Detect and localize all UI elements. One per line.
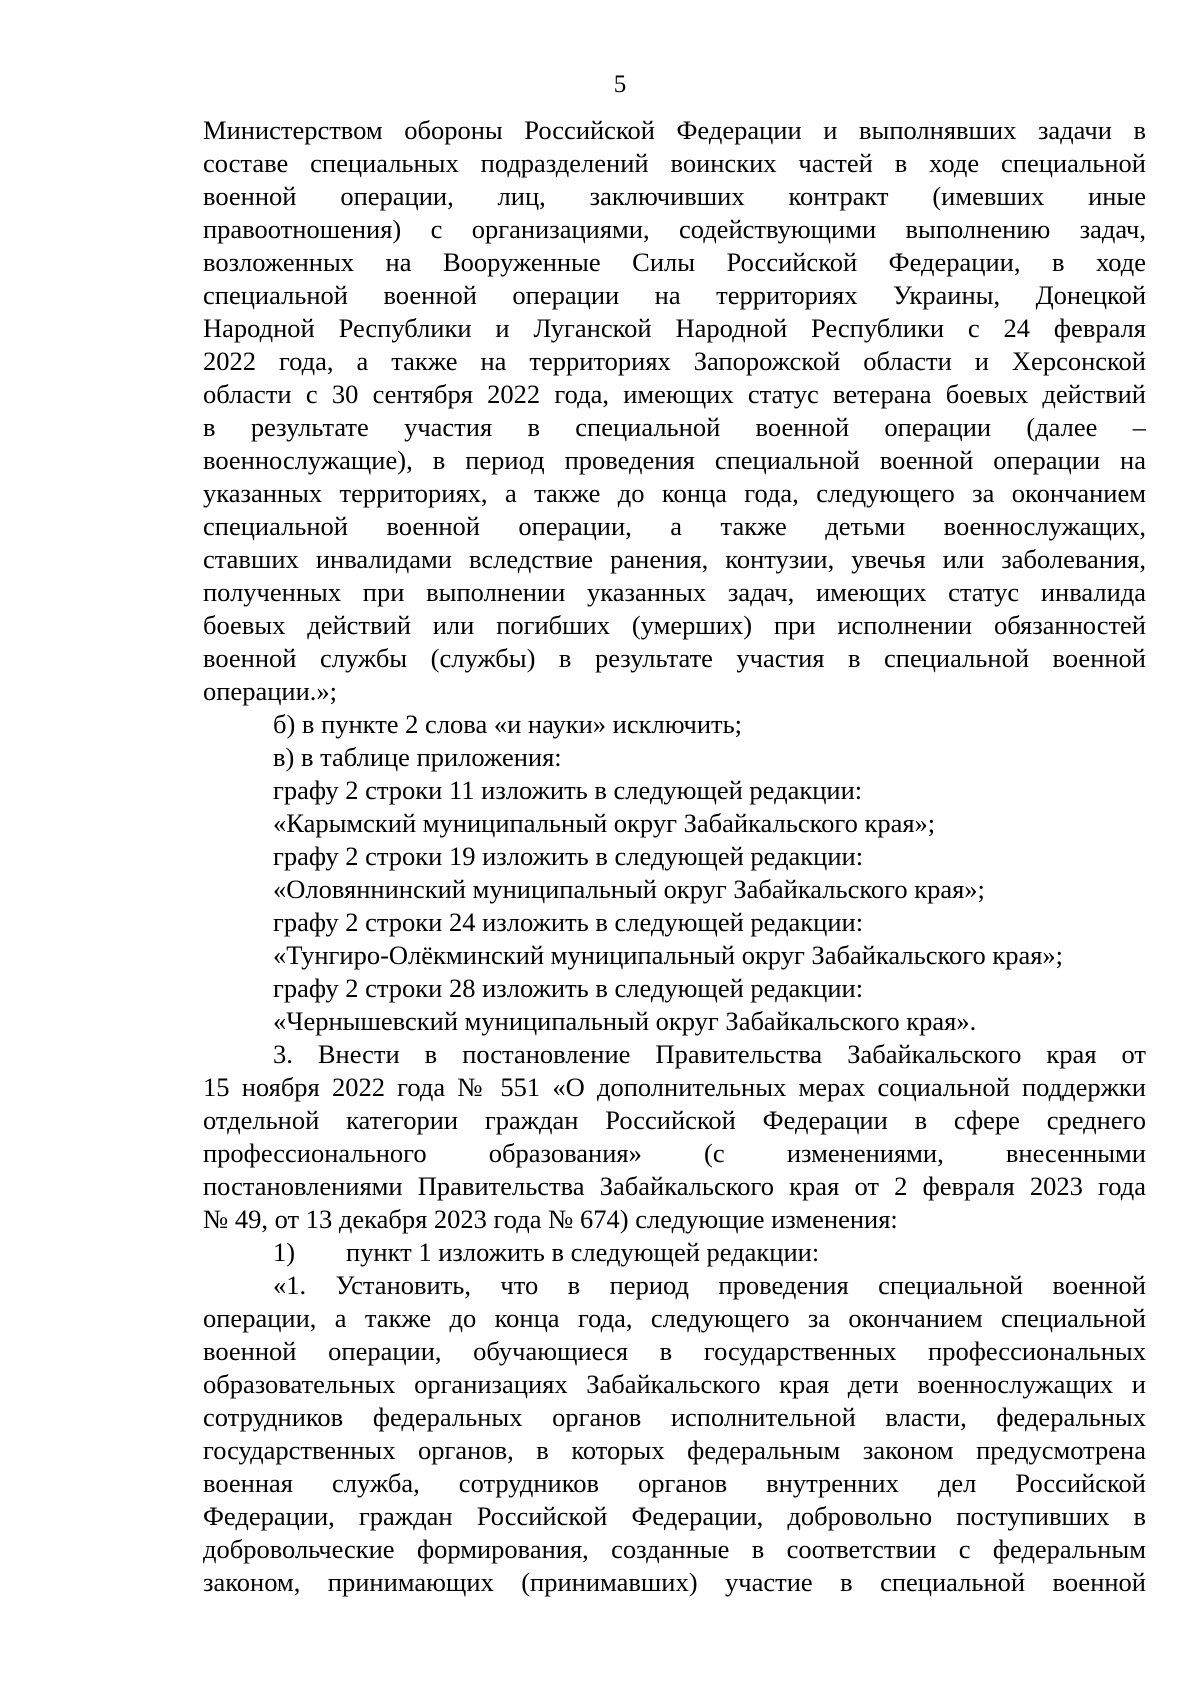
row-28-intro: графу 2 строки 28 изложить в следующей редакции:: [273, 973, 864, 1003]
page-number: 5: [613, 71, 627, 98]
subitem-1-number: 1): [273, 1237, 296, 1267]
text-line: Федерации, граждан Российской Федерации, добровольно поступивших в: [203, 1501, 1146, 1531]
text-line: операции.»;: [203, 676, 337, 706]
row-24-intro: графу 2 строки 24 изложить в следующей редакции:: [273, 907, 864, 937]
text-line: законом, принимающих (принимавших) участие в специальной военной: [203, 1567, 1146, 1597]
text-line: боевых действий или погибших (умерших) при исполнении обязанностей: [203, 610, 1146, 640]
text-line: операции, а также до конца года, следующего за окончанием специальной: [203, 1303, 1146, 1333]
text-line: 15 ноября 2022 года № 551 «О дополнительных мерах социальной поддержки: [203, 1072, 1146, 1102]
text-line: военной операции, лиц, заключивших контракт (имевших иные: [203, 181, 1146, 211]
text-line: 3. Внести в постановление Правительства Забайкальского края от: [273, 1039, 1146, 1069]
text-line: постановлениями Правительства Забайкальского края от 2 февраля 2023 года: [203, 1171, 1146, 1201]
text-line: 2022 года, а также на территориях Запорожской области и Херсонской: [203, 346, 1146, 376]
text-line: № 49, от 13 декабря 2023 года № 674) следующие изменения:: [203, 1204, 898, 1234]
row-11-text: «Карымский муниципальный округ Забайкальского края»;: [273, 808, 936, 838]
text-line: добровольческие формирования, созданные в соответствии с федеральным: [203, 1534, 1146, 1564]
text-line: специальной военной операции на территориях Украины, Донецкой: [203, 280, 1146, 310]
text-line: образовательных организациях Забайкальского края дети военнослужащих и: [203, 1369, 1146, 1399]
text-line: военнослужащие), в период проведения специальной военной операции на: [203, 445, 1146, 475]
text-line: сотрудников федеральных органов исполнительной власти, федеральных: [203, 1402, 1146, 1432]
text-line: возложенных на Вооруженные Силы Российской Федерации, в ходе: [203, 247, 1146, 277]
text-line: государственных органов, в которых федеральным законом предусмотрена: [203, 1435, 1146, 1465]
subitem-1-text: пункт 1 изложить в следующей редакции:: [346, 1237, 820, 1267]
text-line: Министерством обороны Российской Федерации и выполнявших задачи в: [203, 115, 1146, 145]
text-line: Народной Республики и Луганской Народной Республики с 24 февраля: [203, 313, 1146, 343]
text-line: «1. Установить, что в период проведения специальной военной: [273, 1270, 1146, 1300]
quoted-paragraph: [203, 1269, 1146, 1599]
text-line: правоотношения) с организациями, содействующими выполнению задач,: [203, 214, 1146, 244]
amendment-b: б) в пункте 2 слова «и науки» исключить;: [273, 709, 743, 739]
text-line: составе специальных подразделений воинских частей в ходе специальной: [203, 148, 1146, 178]
text-line: ставших инвалидами вследствие ранения, контузии, увечья или заболевания,: [203, 544, 1146, 574]
row-11-intro: графу 2 строки 11 изложить в следующей редакции:: [273, 775, 863, 805]
row-19-intro: графу 2 строки 19 изложить в следующей редакции:: [273, 841, 864, 871]
text-line: в результате участия в специальной военной операции (далее –: [203, 412, 1146, 442]
text-line: указанных территориях, а также до конца года, следующего за окончанием: [203, 478, 1146, 508]
text-line: полученных при выполнении указанных задач, имеющих статус инвалида: [203, 577, 1146, 607]
item-3-paragraph: [203, 1038, 1146, 1236]
row-24-text: «Тунгиро-Олёкминский муниципальный округ Забайкальского края»;: [273, 940, 1064, 970]
row-28-text: «Чернышевский муниципальный округ Забайкальского края».: [273, 1006, 977, 1036]
text-line: области с 30 сентября 2022 года, имеющих статус ветерана боевых действий: [203, 379, 1146, 409]
text-line: профессионального образования» (с изменениями, внесенными: [203, 1138, 1146, 1168]
text-line: военной операции, обучающиеся в государственных профессиональных: [203, 1336, 1146, 1366]
text-line: военной службы (службы) в результате участия в специальной военной: [203, 643, 1146, 673]
text-line: отдельной категории граждан Российской Федерации в сфере среднего: [203, 1105, 1146, 1135]
subitem-1: [203, 1236, 1146, 1269]
document-body: [203, 114, 1146, 1599]
amendment-v: в) в таблице приложения:: [273, 742, 562, 772]
row-19-text: «Оловяннинский муниципальный округ Забайкальского края»;: [273, 874, 985, 904]
text-line: военная служба, сотрудников органов внутренних дел Российской: [203, 1468, 1146, 1498]
text-line: специальной военной операции, а также детьми военнослужащих,: [203, 511, 1146, 541]
paragraph-continuation: [203, 114, 1146, 708]
